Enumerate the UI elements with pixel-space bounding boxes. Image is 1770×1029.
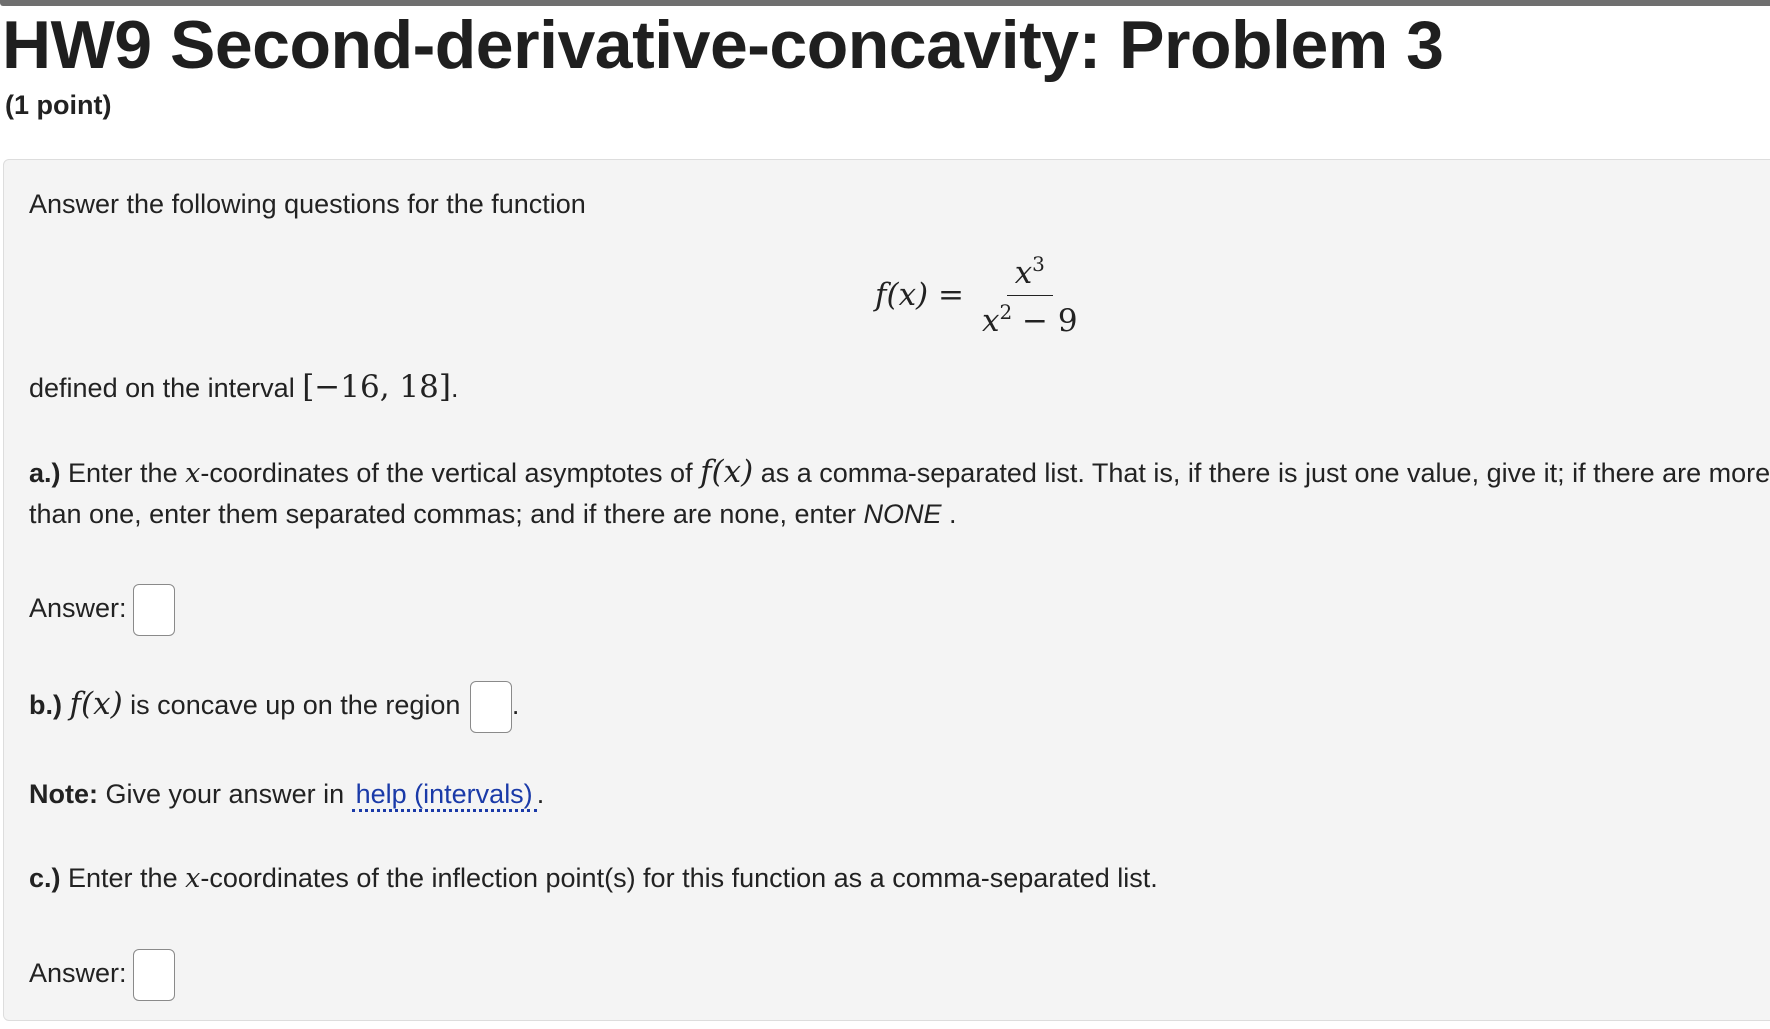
page-title: HW9 Second-derivative-concavity: Problem 3: [2, 7, 1444, 83]
part-a-answer-row: [29, 584, 175, 636]
function-formula: [875, 250, 1082, 340]
part-a-line-2: than one, enter them separated commas; and if there are none, enter NONE .: [29, 499, 957, 529]
part-c-answer-input[interactable]: [133, 949, 175, 1001]
part-a-line-1: a.) Enter the x-coordinates of the vertical asymptotes of f(x) as a comma-separated list. That is, if there is just one value, give it; if there are more: [29, 454, 1770, 490]
part-a-answer-input[interactable]: [133, 584, 175, 636]
part-c-answer-label: Answer:: [29, 958, 127, 989]
part-a-answer-label: Answer:: [29, 593, 127, 624]
formula-denominator: $x^2 - 9$: [981, 299, 1078, 339]
part-c-label: c.): [29, 863, 61, 893]
part-b-label: b.): [29, 690, 62, 721]
help-intervals-link[interactable]: help (intervals): [352, 779, 537, 812]
part-b-row: b.) f(x) is concave up on the region .: [29, 681, 519, 733]
part-c-row: c.) Enter the x-coordinates of the inflection point(s) for this function as a comma-separated list.: [29, 863, 1158, 894]
points-label: (1 point): [5, 90, 112, 120]
note-label: Note:: [29, 779, 98, 809]
none-word: NONE: [863, 499, 942, 529]
part-c-answer-row: [29, 949, 175, 1001]
part-a-label: a.): [29, 458, 61, 488]
interval-line: defined on the interval [−16, 18].: [29, 369, 459, 405]
intro-text: Answer the following questions for the function: [29, 189, 586, 219]
interval-value: [−16, 18]: [302, 369, 451, 405]
note-row: Note: Give your answer in help (intervals) .: [29, 773, 544, 815]
part-b-answer-input[interactable]: [470, 681, 512, 733]
formula-numerator: $x^3$: [1007, 252, 1053, 296]
formula-lhs: f(x) =: [875, 277, 964, 313]
formula-fraction: [978, 252, 1082, 339]
